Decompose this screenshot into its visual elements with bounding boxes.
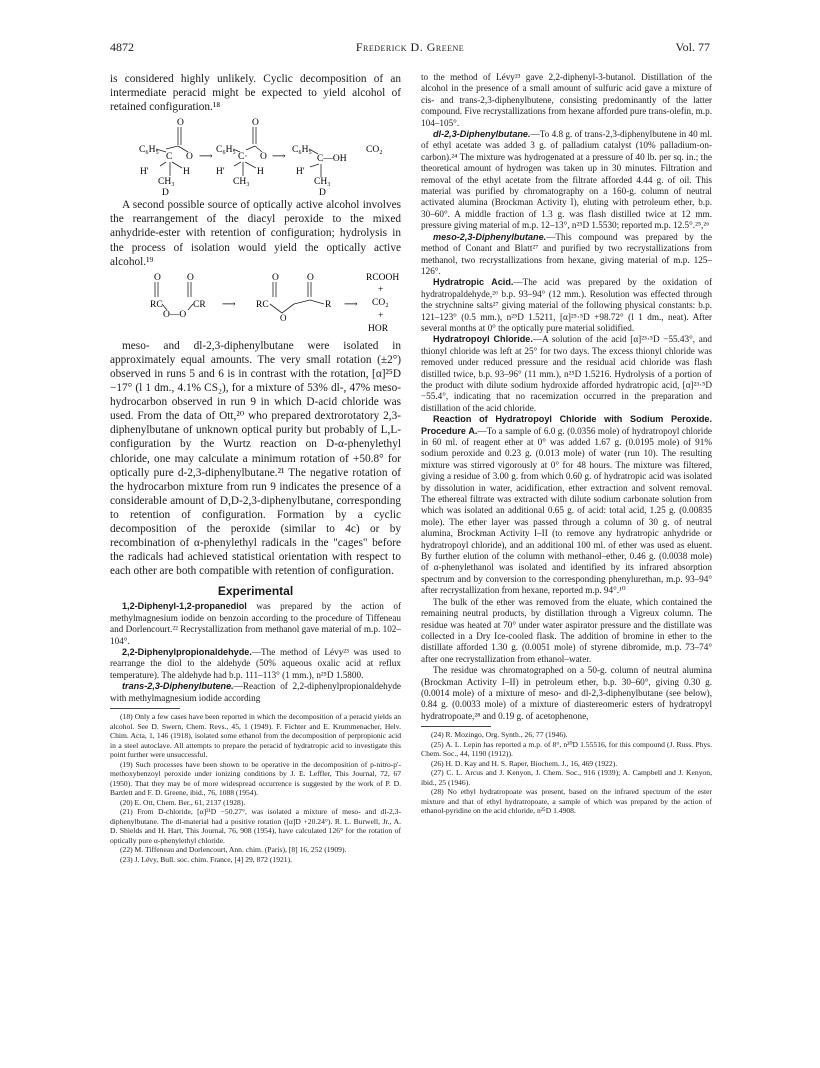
scheme2-plus-2: + (378, 310, 384, 321)
page-number: 4872 (110, 40, 134, 54)
experimental-paragraph (110, 681, 401, 704)
scheme1-arrow-2: ⟶ (272, 152, 286, 163)
footnote-24: (24) R. Mozingo, Org. Synth., 26, 77 (1946). (431, 730, 568, 740)
paragraph-chloride (421, 334, 712, 414)
exp-text-butene: —Reaction of 2,2-diphenylpropionaldehyde with methylmagnesium iodide according (110, 681, 401, 703)
footnotes-left (110, 712, 401, 864)
para-text: —To a sample of 6.0 g. (0.0356 mole) of hydratropoyl chloride in 60 ml. of reagent ether at 0° was added 1.67 g. (0.0195 mole) of 91% sodium peroxide and 0.23 g. (0.013 mole) of water (run 10). The resulting mixture was stirred vigorously at 0° for 48 hours. The mixture was filtered, giving a residue of 3.00 g. from which 0.60 g. of hydratropic acid was isolated by dissolution in water, acidification, ether extraction and solvent removal. The ethereal filtrate was extracted with dilute sodium carbonate solution from which was isolated an additional 0.65 g. of acid: total acid, 1.25 g. (0.00835 mole). The ether layer was passed through a column of 30 g. of neutral alumina, Brockman Activity I–II (to remove any hydratropic anhydride or hydratropoyl chloride), and an additional 100 ml. of ether was used as eluent. By further elution of the column with methanol–ether, 0.46 g. (0.0038 mole) of α-phenylethanol was isolated and identified by its infrared absorption spectrum and by conversion to the corresponding phenylurethan, m.p. 93–94° after recrystallization from hexane, reported m.p. 94°.¹⁰ (421, 425, 712, 596)
paragraph-dl-butane (421, 129, 712, 232)
para-title: Hydratropoyl Chloride. (433, 334, 533, 345)
para-title: dl-2,3-Diphenylbutane. (433, 129, 531, 140)
exp-text-diol: was prepared by the action of methylmagnesium iodide on benzoin according to the procedure of Tiffeneau and Dorlencourt.²² Recrystallization from methanol gave material of m.p. 102–104°. (110, 601, 401, 646)
reaction-scheme-peracid (110, 116, 401, 196)
scheme1-hprime-1: H' (140, 167, 149, 178)
experimental-paragraph (110, 647, 401, 681)
intro-paragraph: is considered highly unlikely. Cyclic decomposition of an intermediate peracid might be expected to yield alcohol of retained configuration.¹⁸ (110, 73, 401, 114)
footnote-25: (25) A. L. Lepin has reported a m.p. of 8°, n²⁰D 1.55516, for this compound (J. Russ. Phys. Chem. Soc., 44, 1190 (1912)). (421, 739, 712, 759)
scheme1-d-2: D (319, 188, 326, 197)
scheme1-c6h5-3: C₆H₅ (292, 145, 312, 156)
para-text: The residue was chromatographed on a 50-g. column of neutral alumina (Brockman Activity I–II) in petroleum ether, b.p. 30–60°, giving 0.30 g. (0.0014 mole) of a mixture of meso- and dl-2,3-diphenylbutane (see below), 0.84 g. (0.0033 mole) of a mixture of diastereomeric esters of hydratropyl hydratropoate,²⁸ and 0.19 g. of acetophenone, (421, 665, 712, 721)
footnote-27: (27) C. L. Arcus and J. Kenyon, J. Chem. Soc., 916 (1939); A. Campbell and J. Kenyon, ibid., 25 (1946). (421, 768, 712, 787)
para-text: —To 4.8 g. of trans-2,3-diphenylbutene in 40 ml. of ethyl acetate was added 3 g. of palladium catalyst (10% palladium-on-carbon).²⁴ The mixture was hydrogenated at a pressure of 40 lb. per sq. in.; the theoretical amount of hydrogen was taken up in 30 minutes. Filtration and removal of the ethyl acetate from the filtrate afforded 4.44 g. of oil. This material was purified by chromatography on a 160-g. column of neutral activated alumina (Brockman Activity I), eluting with petroleum ether, b.p. 30–60°. A middle fraction of 1.3 g. was flash distilled twice at 12 mm. pressure giving material of m.p. 12–13°, n²⁵D 1.5530; reported m.p. 12.5°.²⁵,²⁶ (421, 129, 712, 231)
scheme2-o-2: O (187, 272, 194, 283)
scheme2-o-1: O (154, 272, 161, 283)
footnotes-right (421, 730, 712, 816)
scheme2-bonds (155, 282, 324, 313)
scheme2-o-4: O (307, 272, 314, 283)
para-title: Reaction of Hydratropoyl Chloride with Sodium Peroxide. Procedure A. (421, 414, 712, 436)
scheme1-hprime-3: H' (296, 167, 305, 178)
scheme2-co2: CO₂ (372, 297, 389, 308)
footnote-divider (110, 708, 180, 709)
para-text: —This compound was prepared by the method of Conant and Blatt²⁷ and purified by two recrystallizations from methanol, two recrystallizations from hexane, giving material of m.p. 125–126°. (421, 231, 712, 276)
footnote-28: (28) No ethyl hydratropoate was present, based on the infrared spectrum of the ester mixture and that of ethyl hydratropoate, a sample of which was prepared by the action of ethanol-pyridine on the acid chloride, n²⁵D 1.4908. (421, 787, 712, 816)
paragraph-meso-butane (421, 232, 712, 278)
scheme1-h-2: H (257, 167, 264, 178)
scheme2-o-bridge: O (280, 312, 287, 323)
header-volume: Vol. 77 (675, 40, 710, 54)
footnote-divider (421, 726, 491, 727)
paragraph-rearrangement: A second possible source of optically active alcohol involves the rearrangement of the diacyl peroxide to the mixed anhydride-ester with retention of configuration; hydrolysis in the process of isolation would yield the optically active alcohol.¹⁹ (110, 199, 401, 268)
footnote-26: (26) H. D. Kay and H. S. Raper, Biochem. J., 16, 469 (1922). (431, 758, 618, 768)
scheme2-hor: HOR (368, 323, 389, 334)
scheme1-co2: CO₂ (366, 145, 383, 156)
scheme1-c6h5-1: C₆H₅ (139, 145, 159, 156)
paragraph-ether-bulk (421, 597, 712, 665)
paragraph-hydratropic-acid (421, 277, 712, 334)
scheme2-arrow-1: ⟶ (222, 299, 236, 310)
scheme2-rc-2: RC (256, 299, 269, 310)
footnote-20: (20) E. Ott, Chem. Ber., 61, 2137 (1928). (120, 797, 246, 807)
scheme1-o-ring-1: O (186, 152, 193, 163)
paragraph-butanol (421, 72, 712, 129)
running-header (110, 40, 710, 58)
scheme1-cdot-2: C· (238, 152, 248, 163)
footnote-19: (19) Such processes have been shown to be operative in the decomposition of p-nitro-p'-methoxybenzoyl peroxide under ionizing conditions by J. E. Leffler, This Journal, 72, 67 (1950). That they may be of more widespread occurrence is suggested by the work of P. D. Bartlett and F. D. Greene, ibid., 76, 1088 (1954). (110, 759, 401, 797)
scheme2-plus-1: + (378, 284, 384, 295)
para-text: —A solution of the acid [α]²³·⁵D −55.43°, and thionyl chloride was left at 25° for two days. The excess thionyl chloride was removed under reduced pressure and the residual acid chloride was flash distilled twice, b.p. 93–96° (11 mm.), n²⁵D 1.5216. Hydrolysis of a portion of the product with dilute sodium hydroxide afforded hydratropic acid, [α]²³·⁵D −55.4°, indicating that no racemization occurred in the preparation and distillation of the acid chloride. (421, 334, 713, 413)
header-author: Frederick D. Greene (355, 40, 465, 54)
scheme1-arrow-1: ⟶ (199, 152, 213, 163)
scheme1-o-1: O (177, 118, 184, 129)
right-column (421, 72, 712, 816)
scheme1-ch3-3: CH₃ (314, 177, 331, 188)
scheme2-cr: CR (193, 299, 206, 310)
scheme1-h-1: H (183, 167, 190, 178)
exp-text-aldehyde: —The method of Lévy²³ was used to rearrange the diol to the aldehyde (50% aqueous oxalic acid at reflux temperature). The aldehyde had b.p. 111–113° (1 mm.), n²⁵D 1.5800. (110, 646, 401, 680)
scheme2-rcooh: RCOOH (366, 272, 400, 283)
scheme1-o-2: O (252, 118, 259, 129)
scheme1-o-ring-2: O (260, 152, 267, 163)
exp-title-aldehyde: 2,2-Diphenylpropionaldehyde. (122, 646, 252, 657)
para-text: to the method of Lévy²³ gave 2,2-diphenyl-3-butanol. Distillation of the alcohol in the presence of a small amount of sulfuric acid gave a mixture of cis- and trans-2,3-diphenylbutene, consisting predominantly of the latter compound. Five recrystallizations from hexane afforded pure trans-olefin, m.p. 104–105°. (421, 72, 712, 128)
exp-title-diol: 1,2-Diphenyl-1,2-propanediol (122, 601, 247, 612)
footnote-22: (22) M. Tiffeneau and Dorlencourt, Ann. chim. (Paris), [8] 16, 252 (1909). (120, 845, 347, 854)
scheme1-ch3-1: CH₃ (158, 177, 175, 188)
para-title: Hydratropic Acid. (433, 277, 514, 288)
scheme2-arrow-2: ⟶ (344, 299, 358, 310)
scheme2-o-o: O—O (163, 309, 187, 320)
scheme1-c-oh: C—OH (317, 154, 347, 165)
reaction-scheme-anhydride (110, 271, 401, 337)
exp-title-butene: trans-2,3-Diphenylbutene. (122, 681, 234, 692)
footnote-23: (23) J. Lévy, Bull. soc. chim. France, [4] 29, 872 (1921). (120, 854, 293, 864)
paragraph-residue (421, 665, 712, 722)
section-heading-experimental: Experimental (217, 584, 294, 599)
paragraph-procedure-a (421, 414, 712, 597)
para-text: The bulk of the ether was removed from the eluate, which contained the remaining neutral products, by distillation through a Vigreux column. The residue was heated at 70° under water aspirator pressure and the distillate was collected in a Dry Ice-cooled flask. The addition of bromine in ether to the distillate afforded 1.30 g. (0.0051 mole) of styrene dibromide, m.p. 73–74° after one recrystallization from ethanol–water. (421, 596, 712, 664)
paragraph-diphenylbutane: meso- and dl-2,3-diphenylbutane were isolated in approximately equal amounts. The very small rotation (±2°) observed in runs 5 and 6 is in contrast with the rotation, [α]²⁵D −17° (l 1 dm., 4.1% CS₂), for a mixture of 53% dl-, 47% meso-hydrocarbon observed in run 9 in which D-acid chloride was used. From the data of Ott,²⁰ who prepared dextrorotatory 2,3-diphenylbutane of unknown optical purity but probably of L,L-configuration by the Wurtz reaction on D-α-phenylethyl chloride, one may calculate a minimum rotation of +50.8° for optically pure d-2,3-diphenylbutane.²¹ The negative rotation of the hydrocarbon mixture from run 9 indicates the presence of a considerable amount of D,D-2,3-diphenylbutane, corresponding to retention of configuration. Formation by a cyclic decomposition of the peroxide (similar to 4c) or by recombination of α-phenylethyl radicals in the "cages" before the radicals had achieved statistical orientation with respect to each other are both compatible with retention of configuration. (110, 339, 401, 578)
scheme1-ch3-2: CH₃ (233, 177, 250, 188)
scheme1-hprime-2: H' (216, 167, 225, 178)
scheme1-d-1: D (162, 188, 169, 197)
footnote-18: (18) Only a few cases have been reported in which the decomposition of a peracid yields an alcohol. See D. Swern, Chem. Revs., 45, 1 (1949). F. Fichter and E. Krummenacher, Helv. Chim. Acta, 1, 146 (1918), isolated some ethanol from the decomposition of perpropionic acid in a steel autoclave. All attempts to prepare the peracid of hydratropic acid to investigate this point further were unsuccessful. (110, 712, 401, 759)
scheme2-o-3: O (272, 272, 279, 283)
scheme1-c-1: C (166, 152, 173, 163)
scheme2-rc: RC (150, 299, 163, 310)
left-column (110, 72, 401, 864)
para-text: —The acid was prepared by the oxidation of hydratropaldehyde,²⁶ b.p. 93–94° (12 mm.). Resolution was effected through the strychnine salts²⁷ giving material of the following physical constants: b.p. 121–123° (0.5 mm.), n²⁵D 1.5211, [α]²⁵·⁵D +98.72° (l 1 dm., neat). After several months at 0° the optically pure material solidified. (421, 277, 712, 333)
para-title: meso-2,3-Diphenylbutane. (433, 231, 547, 242)
scheme1-c6h5-2: C₆H₅ (216, 145, 236, 156)
footnote-21: (21) From D-chloride, [α]²¹D −50.27°, was isolated a mixture of meso- and dl-2,3-diphenylbutane. The dl-material had a positive rotation ([α]D +20.24°). R. L. Burwell, Jr., A. D. Shields and H. Hart, This Journal, 76, 908 (1954), have calculated 126° for the rotation of optically pure α-phenylethyl chloride. (110, 807, 401, 845)
experimental-paragraph (110, 601, 401, 647)
scheme2-r: R (325, 299, 332, 310)
